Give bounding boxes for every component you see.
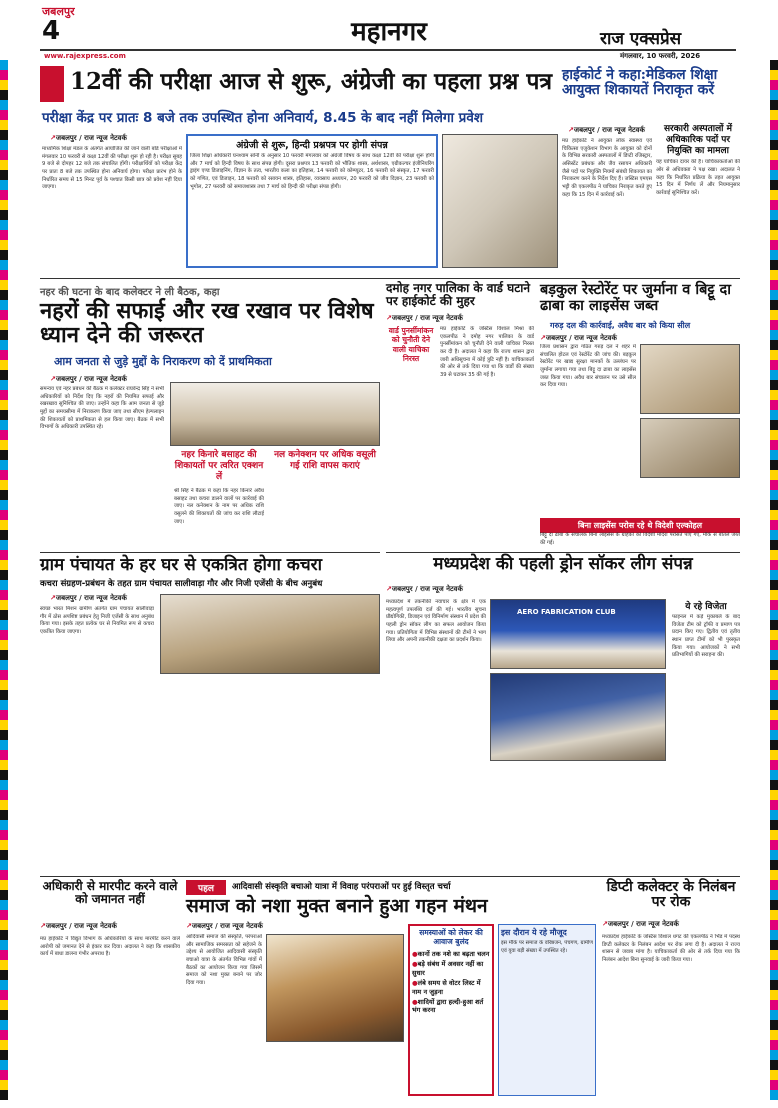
row-divider-4 (40, 876, 740, 877)
tribal-issue-1: ● कानों तक नशे का बढ़ता चलन (412, 950, 490, 958)
exam-subhead: परीक्षा केंद्र पर प्रातः 8 बजे तक उपस्थित होना अनिवार्य, 8.45 के बाद नहीं मिलेगा प्रवेश (42, 110, 484, 126)
tribal-issue-2: ● बड़े संबंध में अवसर नहीं का सुधार (412, 960, 490, 977)
deputy-story (602, 880, 740, 1102)
restaurant-story (540, 282, 740, 552)
gram-story (40, 556, 380, 870)
alert-banner: बिना लाइसेंस परोस रहे थे विदेशी एल्कोहल (540, 518, 740, 533)
restaurant-photo-1 (640, 344, 740, 414)
hc-side-box (656, 124, 740, 274)
drone-photo-2 (490, 673, 666, 761)
deputy-byline: ↗ जबलपुर / राज न्यूज नेटवर्क (602, 920, 679, 929)
damoh-side (386, 326, 436, 382)
hc-side-body: यह याचिका दायर की है। याचिकाकर्ताओं की ओर से अधिवक्ता ने पक्ष रखा। अदालत ने कहा कि निर्धारित प्रक्रिया के तहत आयुक्त 15 दिन में निर्णय लें और नियमानुसार कार्रवाई सुनिश्चित करें। (656, 159, 740, 197)
hc-byline: ↗ जबलपुर / राज न्यूज नेटवर्क (568, 126, 645, 135)
canal-byline: ↗ जबलपुर / राज न्यूज नेटवर्क (50, 375, 127, 384)
canal-kicker: नहर की घटना के बाद कलेक्टर ने ली बैठक, कहा (40, 287, 220, 298)
officer-headline: अधिकारी से मारपीट करने वाले को जमानत नहीं (42, 879, 178, 906)
exam-headline: 12वीं की परीक्षा आज से शुरू, अंग्रेजी का पहला प्रश्न पत्र (70, 68, 553, 95)
drone-photo-1 (490, 599, 666, 669)
drone-body: मध्यप्रदेश में तकनीकी नवाचार के क्षेत्र में एक महत्वपूर्ण उपलब्धि दर्ज की गई। भारतीय सूचना प्रौद्योगिकी, डिजाइन एवं विनिर्माण संस्थान में प्रदेश की पहली ड्रोन सॉकर लीग का सफल आयोजन किया गया। प्रतियोगिता में विभिन्न संस्थानों की टीमों ने भाग लिया और अपनी तकनीकी दक्षता का प्रदर्शन किया। (386, 599, 486, 644)
deputy-headline: डिप्टी कलेक्टर के निलंबन पर रोक (606, 879, 736, 911)
tribal-body: आदिवासी समाज की संस्कृति, परंपराओं और सामाजिक समरसता को सहेजने के उद्देश्य से आयोजित आदिवासी संस्कृति बचाओ यात्रा के अंतर्गत विभिन्न गांवों में बैठकों का आयोजन किया गया जिसमें समाज को नशा मुक्त बनाने पर जोर दिया गया। (186, 934, 262, 987)
drone-winners-title: ये रहे विजेता (685, 602, 727, 612)
tribal-issue-3: ● लंबे समय से वोटर लिस्ट में नाम न जुड़ना (412, 979, 490, 996)
page-number: 4 (42, 16, 61, 46)
gram-body: स्वच्छ भारत मिशन ग्रामीण अंतर्गत ग्राम पंचायत सालीवाड़ा गौर में ठोस अपशिष्ट प्रबंधन हेतु निजी एजेंसी के साथ अनुबंध किया गया। इसके तहत प्रत्येक घर से नियमित रूप से कचरा एकत्रित किया जाएगा। (40, 606, 154, 636)
gram-photo (160, 594, 380, 674)
drone-winners (672, 599, 740, 869)
tribal-present-title: इस दौरान ये रहे मौजूद (501, 928, 567, 937)
tribal-present-body: इस मौके पर समाज के वरिष्ठजन, पंचगण, ग्रामीण एवं युवा बड़ी संख्या में उपस्थित रहे। (501, 940, 593, 954)
canal-story (40, 282, 380, 550)
hc-headline: हाईकोर्ट ने कहा:मेडिकल शिक्षा आयुक्त शिकायतें निराकृत करें (562, 67, 718, 99)
canal-subhead: आम जनता से जुड़े मुद्दों के निराकरण को दें प्राथमिकता (54, 355, 272, 368)
tribal-headline: समाज को नशा मुक्त बनाने हुआ गहन मंथन (186, 895, 488, 917)
hc-medical-story (562, 68, 740, 276)
exam-body: माध्यमिक शिक्षा मंडल के अंतर्गत आयोजित की जाने वाली बोर्ड परीक्षाओं में मंगलवार 10 फरवरी से कक्षा 12वीं की परीक्षा शुरू हो रही है। परीक्षा सुबह 9 बजे से दोपहर 12 बजे तक संचालित होंगी। परीक्षार्थियों को परीक्षा केंद्र पर प्रातः 8 बजे तक उपस्थित होना अनिवार्य होगा। परीक्षा प्रारंभ होने के निर्धारित समय से 15 मिनट पूर्व के पश्चात किसी छात्र को प्रवेश नहीं दिया जाएगा। (42, 146, 182, 191)
canal-body: समन्वय एवं नहर प्रबंधन की बैठक में कलेक्टर राघवेन्द्र सिंह ने सभी अधिकारियों को निर्देश दिए कि नहरों की नियमित सफाई और रखरखाव सुनिश्चित की जाए। उन्होंने कहा कि आम जनता से जुड़े मुद्दों का समयसीमा में निराकरण किया जाए तथा सीएम हेल्पलाइन की शिकायतों को प्राथमिकता से हल किया जाए। बैठक में सभी विभागों के अधिकारी उपस्थित रहे। (40, 386, 164, 431)
gram-headline: ग्राम पंचायत के हर घर से एकत्रित होगा कचरा (40, 555, 322, 575)
gram-byline: ↗ जबलपुर / राज न्यूज नेटवर्क (50, 594, 127, 603)
damoh-side-title: वार्ड पुनर्सीमांकन को चुनौती देने वाली याचिका निरस्त (388, 326, 434, 364)
exam-byline: ↗ जबलपुर / राज न्यूज नेटवर्क (50, 134, 127, 143)
canal-photo (170, 382, 380, 446)
canal-col2: श्री सिंह ने बैठक में कहा कि नहर किनारे अवैध बसाहट तथा कचरा डालने वालों पर कार्रवाई की जाए। नल कनेक्शन के नाम पर अधिक राशि वसूलने की शिकायतों की जांच कर राशि लौटाई जाए। (174, 488, 264, 525)
row-divider-2 (386, 552, 740, 553)
drone-story (386, 555, 740, 877)
exam-box-body: जिला शिक्षा अधिकारी घनश्याम सोनी के अनुसार 10 फरवरी मंगलवार को अंग्रेजी विषय के साथ कक्षा 12वीं की परीक्षा शुरू होगी और 7 मार्च को हिन्दी विषय के साथ संपन्न होगी। दूसरा प्रश्नपत्र 13 फरवरी को भौतिक शास्त्र, अर्थशास्त्र, एग्रीकल्चर इंजीनियरिंग ड्राइंग एण्ड डिजाइनिंग, विज्ञान के तत्व, भारतीय कला का इतिहास, 14 फरवरी को कोम्प्यूटर, 16 फरवरी को संस्कृत, 17 फरवरी को गणित, एवं डिजाइन, 18 फरवरी को रसायन शास्त्र, इतिहास, व्यवसाय अध्ययन, 20 फरवरी को जीव विज्ञान, 23 फरवरी को भूगोल, 27 फरवरी को समाजशास्त्र तथा 7 मार्च को हिन्दी की परीक्षा संपन्न होगी। (190, 153, 434, 190)
drone-winners-body: फाइनल में कड़े मुकाबले के बाद विजेता टीम को ट्रॉफी व प्रमाण पत्र प्रदान किए गए। द्वितीय एवं तृतीय स्थान प्राप्त टीमों को भी पुरस्कृत किया गया। आयोजकों ने सभी प्रतिभागियों की सराहना की। (672, 614, 740, 659)
officer-body: मप्र हाईकोर्ट ने विद्युत विभाग के अधिकारियों के साथ मारपीट करने वाले आरोपी को जमानत देने से इंकार कर दिया। अदालत ने कहा कि शासकीय कार्य में बाधा डालना गंभीर अपराध है। (40, 936, 180, 958)
restaurant-headline: बड़कुल रेस्टोरेंट पर जुर्माना व बिट्टू दा ढाबा का लाइसेंस जब्त (540, 281, 731, 314)
tribal-present-box (498, 924, 596, 1096)
section-title: महानगर (351, 17, 427, 47)
city-name: जबलपुर (42, 5, 75, 18)
tribal-kicker: आदिवासी संस्कृति बचाओ यात्रा में विवाह परंपराओं पर हुई विस्तृत चर्चा (232, 882, 451, 892)
exam-photo (442, 134, 558, 268)
paper-name: राज एक्सप्रेस (600, 29, 682, 49)
row-divider-3 (40, 552, 380, 553)
masthead-rule (40, 49, 736, 51)
tribal-photo (266, 934, 404, 1042)
officer-byline: ↗ जबलपुर / राज न्यूज नेटवर्क (40, 922, 117, 931)
margin-strip-right (770, 60, 778, 1100)
margin-strip (0, 60, 8, 1100)
canal-quote-2: नल कनेक्शन पर अधिक वसूली गई राशि वापस कराएं (274, 450, 376, 471)
damoh-headline: दमोह नगर पालिका के वार्ड घटाने पर हाईकोर्ट की मुहर (386, 281, 531, 308)
tribal-byline: ↗ जबलपुर / राज न्यूज नेटवर्क (186, 922, 263, 931)
damoh-byline: ↗ जबलपुर / राज न्यूज नेटवर्क (386, 314, 463, 323)
damoh-story (386, 282, 534, 552)
drone-headline: मध्यप्रदेश की पहली ड्रोन सॉकर लीग संपन्न (433, 554, 693, 574)
hc-body: मप्र हाईकोर्ट ने आयुक्त लोक स्वास्थ्य एवं चिकित्सा एजुकेशन विभाग के आयुक्त को दोनों के विभिन्न सरकारी अस्पतालों में डिप्टी रजिस्ट्रार, असिस्टेंट प्रबंधक और जैव रसायन अधिकारी जैसे पदों पर नियुक्ति नियमों संबंधी शिकायत का निराकरण करने के निर्देश दिए हैं। जस्टिस एमएस भट्टी की एकलपीठ ने याचिका निराकृत करते हुए कहा कि 15 दिन में कार्रवाई करें। (562, 138, 652, 198)
canal-quote-1: नहर किनारे बसाहट की शिकायतों पर त्वरित एक्शन लें (174, 450, 264, 482)
tribal-issues-title: समस्याओं को लेकर की आवाज बुलंद (419, 928, 483, 947)
tribal-story (186, 880, 596, 1102)
drone-photo-banner: AERO FABRICATION CLUB (517, 608, 616, 616)
row-divider-1 (40, 278, 740, 279)
drone-byline: ↗ जबलपुर / राज न्यूज नेटवर्क (386, 585, 463, 594)
deputy-body: मध्यप्रदेश हाईकोर्ट के जस्टिस विशाल धगट की एकलपीठ ने भिंड में पदस्थ डिप्टी कलेक्टर के निलंबन आदेश पर रोक लगा दी है। अदालत ने राज्य शासन से जवाब मांगा है। याचिकाकर्ता की ओर से तर्क दिया गया कि निलंबन आदेश बिना सुनवाई के जारी किया गया। (602, 934, 740, 964)
exam-story (40, 64, 558, 272)
issue-date: मंगलवार, 10 फरवरी, 2026 (620, 52, 701, 60)
exam-box (186, 134, 438, 268)
restaurant-subhead: गरुड़ दल की कार्रवाई, अवैध बार को किया सील (550, 321, 691, 330)
restaurant-photo-2 (640, 418, 740, 478)
masthead (0, 0, 778, 62)
exam-box-title: अंग्रेजी से शुरू, हिन्दी प्रश्नपत्र पर होगी संपन्न (236, 140, 388, 151)
tribal-issue-4: ● शादियों द्वारा हल्दी-हुआ शर्त भंग करना (412, 998, 490, 1015)
gram-subhead: कचरा संग्रहण-प्रबंधन के तहत ग्राम पंचायत सालीवाड़ा गौर और निजी एजेंसी के बीच अनुबंध (40, 579, 323, 589)
officer-story (40, 880, 180, 1102)
damoh-body: मप्र हाईकोर्ट के जस्टिस विशाल मिश्रा की एकलपीठ ने दमोह नगर पालिका के वार्ड पुनर्सीमांकन को चुनौती देने वाली याचिका निरस्त कर दी है। अदालत ने कहा कि राज्य शासन द्वारा जारी अधिसूचना में कोई त्रुटि नहीं है। याचिकाकर्ता की ओर से तर्क दिया गया था कि वार्डों की संख्या 39 से घटाकर 35 की गई है। (440, 326, 534, 379)
restaurant-byline: ↗ जबलपुर / राज न्यूज नेटवर्क (540, 334, 617, 343)
tribal-tag: पहल (186, 880, 226, 895)
tribal-issues-box (408, 924, 494, 1096)
restaurant-body: जिला प्रशासन द्वारा गठित गरुड़ दल ने शहर में संचालित होटल एवं रेस्टोरेंट की जांच की। बड़कुल रेस्टोरेंट पर खाद्य सुरक्षा मानकों के उल्लंघन पर जुर्माना लगाया गया तथा बिट्टू दा ढाबा का लाइसेंस जब्त किया गया। अवैध बार संचालन पर उसे सील कर दिया गया। (540, 344, 636, 389)
hc-side-title: सरकारी अस्पतालों में अधिकारिक पदों पर नियुक्ति का मामला (663, 124, 733, 156)
exam-icon (40, 66, 64, 102)
website[interactable]: www.rajexpress.com (44, 52, 126, 60)
canal-headline: नहरों की सफाई और रख रखाव पर विशेष ध्यान देने की जरूरत (40, 298, 374, 348)
restaurant-caption: बिट्टू दा ढाबा के संचालक बिना लाइसेंस के ग्राहकों को विदेशी मदिरा परोसते पाए गए, मौके से बोतलें जब्त की गईं। (540, 532, 740, 546)
